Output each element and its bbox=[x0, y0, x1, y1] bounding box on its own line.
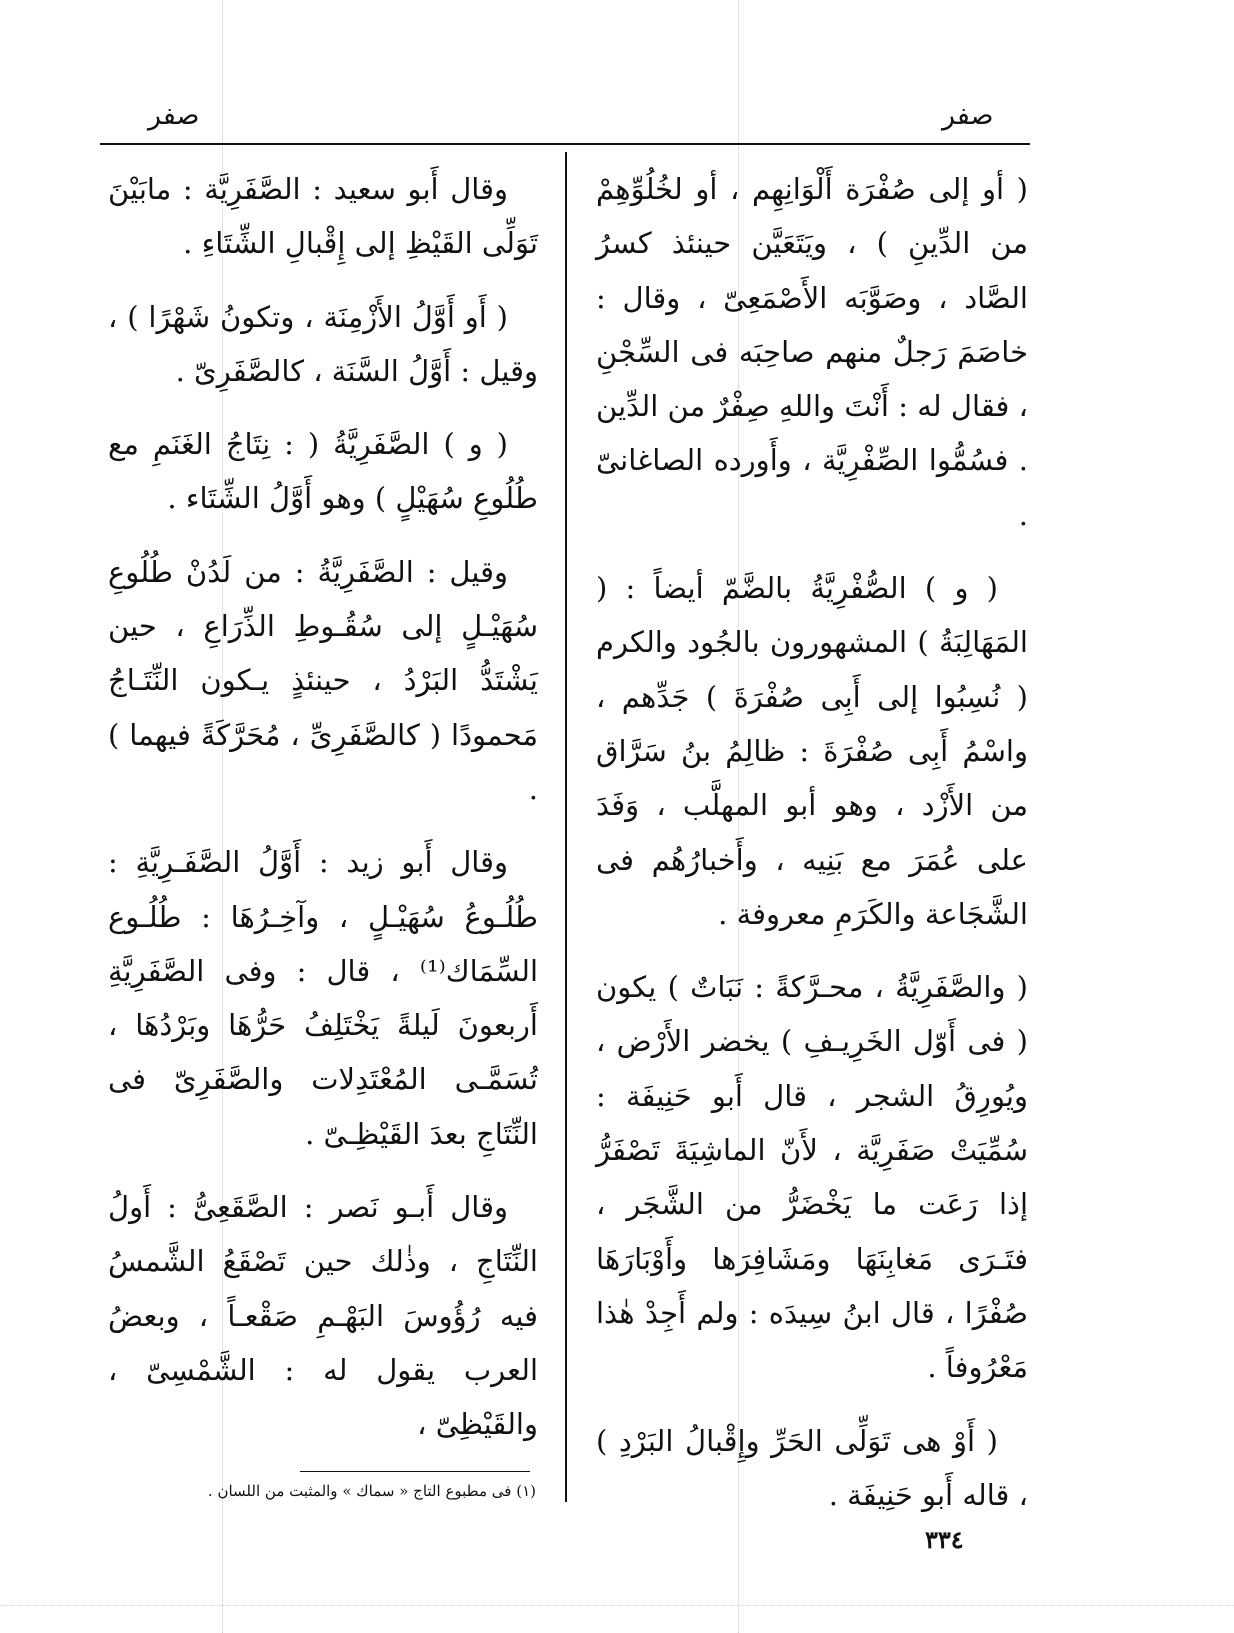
paragraph: ( أَوْ هى تَوَلِّى الحَرِّ وإِقْبالُ البَرْدِ ) ، قاله أَبو حَنِيفَة . bbox=[596, 1423, 1028, 1512]
paragraph: ( أَو أَوَّلُ الأَزْمِنَة ، وتكونُ شَهْرًا ) ، وقيل : أَوَّلُ السَّنَة ، كالصَّفَرِىّ . bbox=[108, 299, 538, 388]
column-divider bbox=[565, 152, 567, 1502]
right-text-column bbox=[596, 162, 1028, 1541]
paragraph: ( و ) الصَّفَرِيَّةُ ( : نِتَاجُ الغَنَمِ مع طُلُوعِ سُهَيْلٍ ) وهو أَوَّلُ الشِّتَاء . bbox=[108, 427, 538, 516]
header-rule bbox=[100, 143, 1030, 145]
paragraph: ( والصَّفَرِيَّةُ ، محـرَّكةً : نَبَاتٌ ) يكون ( فى أَوّل الخَرِيـفِ ) يخضر الأَرْض ، ويُورِقُ الشجر ، قال أَبو حَنِيفَة : سُمِّيَتْ صَفَرِيَّة ، لأَنّ الماشِيَةَ تَصْفَرُّ إذا رَعَت ما يَخْضَرُّ من الشَّجَر ، فتَـرَى مَغابِنَهَا ومَشَافِرَها وأَوْبَارَهَا صُفْرًا ، قال ابنُ سِيدَه : ولم أَجِدْ هٰذا مَعْرُوفاً . bbox=[596, 970, 1028, 1385]
page-number: ٣٣٤ bbox=[925, 1525, 964, 1554]
paragraph: ( أو إلى صُفْرَة أَلْوَانِهِم ، أو لخُلُوِّهِمْ من الدِّينِ ) ، ويَتَعَيَّن حينئذ كسرُ الصَّاد ، وصَوَّبَه الأَصْمَعِىّ ، وقال : خاصَمَ رَجلٌ منهم صاحِبَه فى السِّجْنِ ، فقال له : أَنْتَ واللهِ صِفْرٌ من الدِّين . فسُمُّوا الصِّفْرِيَّة ، وأَورده الصاغانىّ . bbox=[596, 172, 1028, 532]
running-header-right: صفر bbox=[942, 100, 994, 131]
footnote: (١) فى مطبوع التاج « سماك » والمثبت من اللسان . bbox=[207, 1482, 536, 1500]
scan-fold-line bbox=[0, 1605, 1234, 1606]
paragraph: وقال أَبـو نَصر : الصَّقَعِىُّ : أَولُ النِّتَاجِ ، وذٰلك حين تَصْقَعُ الشَّمسُ فيه رُؤُوسَ البَهْـمِ صَقْعـاً ، وبعضُ العرب يقول له : الشَّمْسِىّ ، والقَيْظِىّ ، bbox=[108, 1190, 538, 1442]
paragraph: ( و ) الصُّفْرِيَّةُ بالضَّمّ أيضاً : ( المَهَالِبَةُ ) المشهورون بالجُود والكرم ( نُسِبُوا إلى أَبِى صُفْرَةَ ) جَدِّهم ، واسْمُ أَبِى صُفْرَةَ : ظالِمُ بنُ سَرَّاق من الأَزْد ، وهو أبو المهلَّب ، وَفَدَ على عُمَرَ مع بَنِيه ، وأَخبارُهُم فى الشَّجَاعة والكَرَمِ معروفة . bbox=[596, 571, 1028, 931]
left-text-column bbox=[108, 162, 538, 1471]
paragraph: وقال أَبو سعيد : الصَّفَرِيَّة : مابَيْنَ تَوَلِّى القَيْظِ إلى إِقْبالِ الشِّتَاءِ . bbox=[108, 172, 538, 261]
running-header-left: صفر bbox=[148, 100, 200, 131]
footnote-rule bbox=[300, 1471, 530, 1472]
paragraph: وقيل : الصَّفَرِيَّةُ : من لَدُنْ طُلُوعِ سُهَيْـلٍ إلى سُقُـوطِ الذِّرَاعِ ، حين يَشْتَدُّ البَرْدُ ، حينئذٍ يـكون النِّتَـاجُ مَحمودًا ( كالصَّفَرِىِّ ، مُحَرَّكَةً فيهما ) . bbox=[108, 554, 538, 806]
paragraph: وقال أَبو زيد : أَوَّلُ الصَّفَـرِيَّةِ : طُلُـوعُ سُهَيْـلٍ ، وآخِـرُهَا : طُلُـوع السِّمَاك⁽¹⁾ ، قال : وفى الصَّفَرِيَّةِ أَربعونَ لَيلةً يَخْتَلِفُ حَرُّهَا وبَرْدُهَا ، تُسَمَّـى المُعْتَدِلات والصَّفَرِىّ فى النِّتَاجِ بعدَ القَيْظِـىّ . bbox=[108, 845, 538, 1151]
